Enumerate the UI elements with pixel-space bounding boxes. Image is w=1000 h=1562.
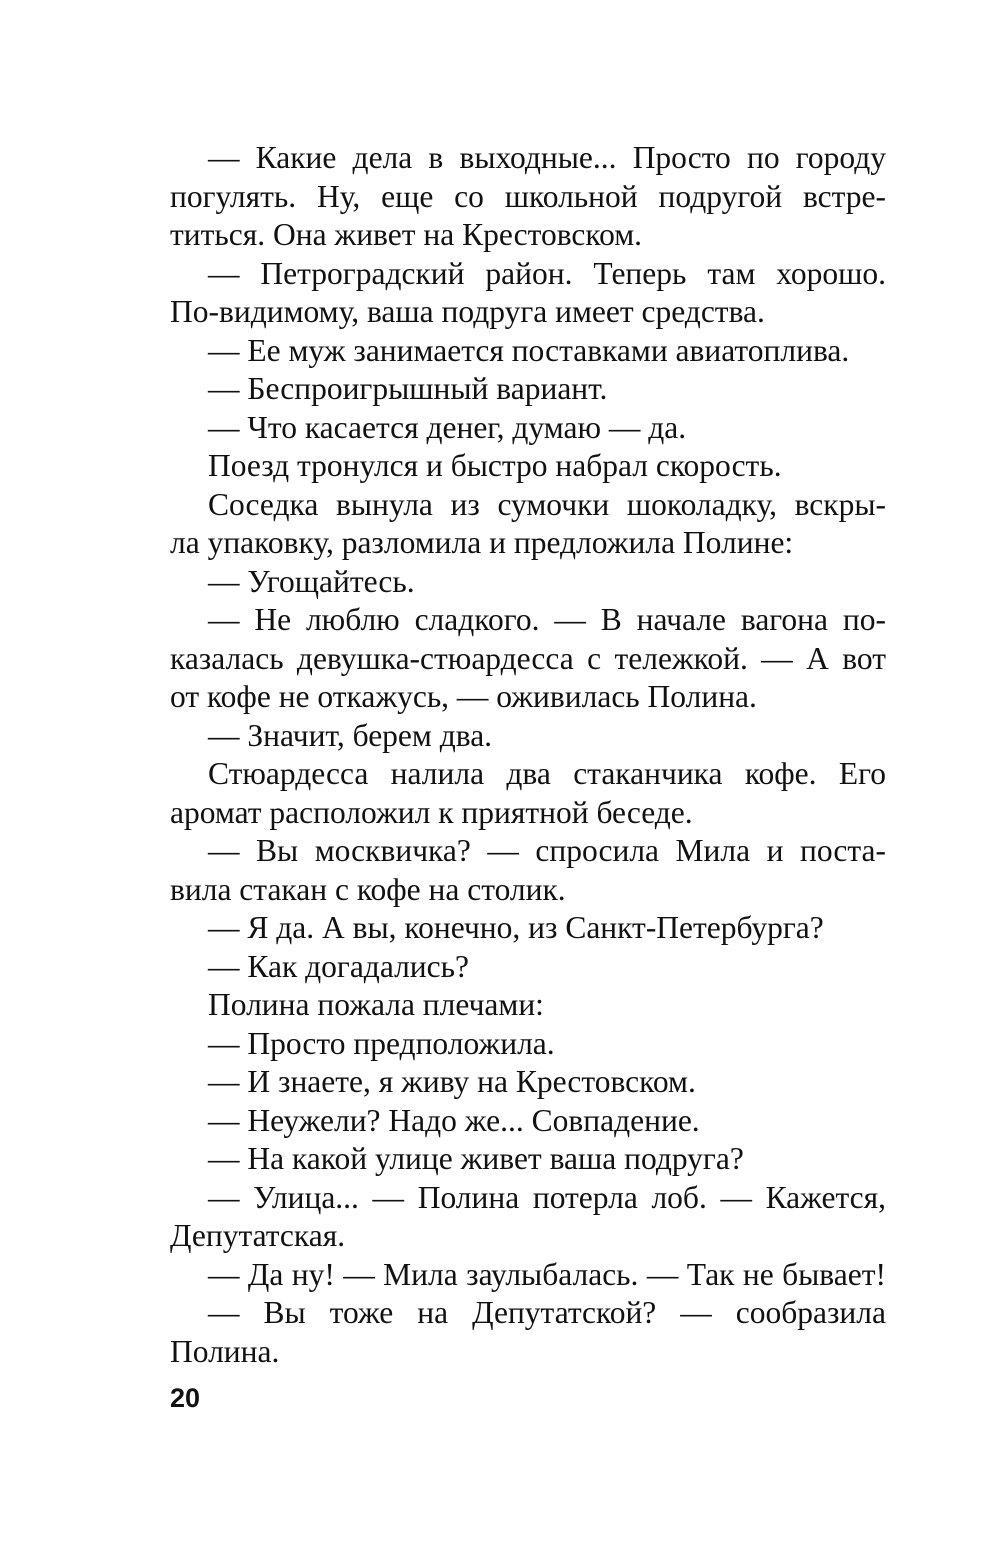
text-line: — Неужели? Надо же... Совпадение. [208,1102,700,1138]
text-line: — Какие дела в выходные... Просто по городу [208,140,886,175]
text-line: — И знаете, я живу на Крестовском. [208,1064,696,1099]
text-line: — Не люблю сладкого. — В начале вагона по- [208,602,886,637]
text-line: По-видимому, ваша подруга имеет средства. [170,294,765,329]
text-line: — Беспроигрышный вариант. [208,371,608,406]
text-line: Полина. [170,1333,280,1369]
text-line: Стюардесса налила два стаканчика кофе. Его [208,756,886,791]
text-line: аромат расположил к приятной беседе. [170,794,693,830]
text-line: — Значит, берем два. [208,717,493,753]
page-number: 20 [170,1383,201,1413]
text-line: Соседка вынула из сумочки шоколадку, вскры- [208,486,886,522]
text-line: — Ее муж занимается поставками авиатоплива. [208,332,850,368]
text-line: — Что касается денег, думаю — да. [208,409,687,445]
text-line: — Вы тоже на Депутатской? — сообразила [208,1295,886,1330]
text-line: — Улица... — Полина потерла лоб. — Кажется, [208,1179,886,1215]
text-line: Полина пожала плечами: [208,987,544,1022]
text-line: казалась девушка-стюардесса с тележкой. — А вот [170,640,886,676]
text-line: — Да ну! — Мила заулыбалась. — Так не бывает! [208,1256,886,1292]
text-line: Депутатская. [170,1218,346,1253]
text-line: — Просто предположила. [208,1025,555,1061]
text-line: — Угощайтесь. [208,563,415,599]
text-line: — На какой улице живет ваша подруга? [208,1141,744,1176]
text-line: от кофе не откажусь, — оживилась Полина. [170,679,757,714]
text-line: — Я да. А вы, конечно, из Санкт-Петербурга? [208,910,824,945]
text-line: ла упаковку, разломила и предложила Полине: [170,525,794,560]
text-line: титься. Она живет на Крестовском. [170,217,643,252]
text-line: — Вы москвичка? — спросила Мила и поста- [208,833,886,868]
text-line: — Как догадались? [208,948,469,984]
text-line: — Петроградский район. Теперь там хорошо. [208,255,886,291]
body-text [170,139,886,1371]
text-line: вила стакан с кофе на столик. [170,871,566,907]
text-line: погулять. Ну, еще со школьной подругой встре- [170,178,886,214]
text-line: Поезд тронулся и быстро набрал скорость. [208,448,782,483]
